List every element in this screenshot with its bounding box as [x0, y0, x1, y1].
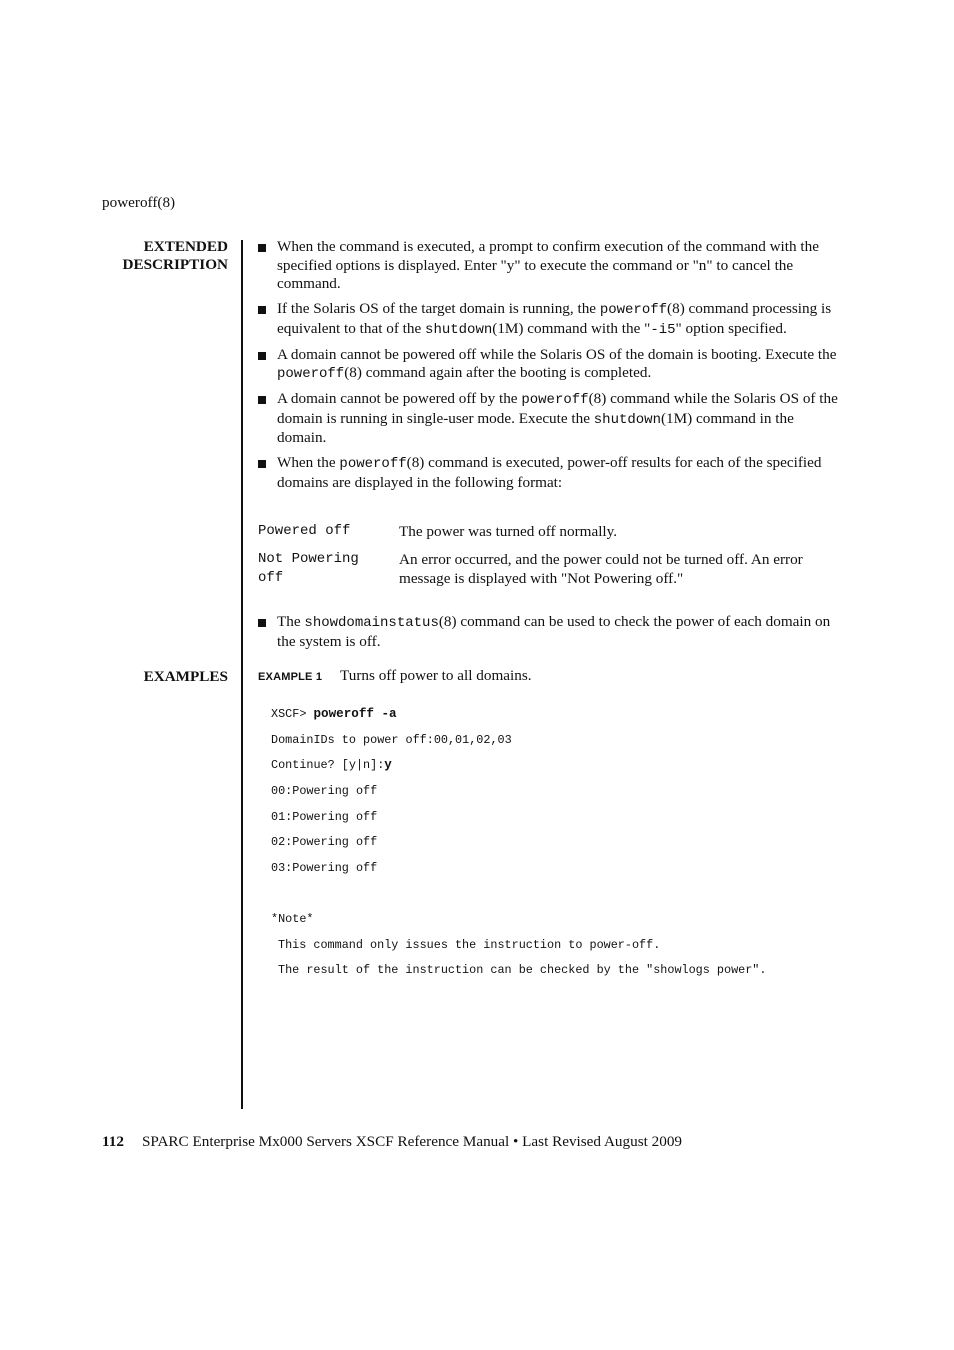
running-header: poweroff(8)	[102, 194, 176, 211]
section-heading-examples: EXAMPLES	[143, 668, 228, 685]
format-term: Powered off	[258, 523, 351, 539]
code-line: 03:Powering off	[271, 861, 378, 875]
inline-code: showdomainstatus	[304, 615, 439, 631]
example-label: EXAMPLE 1	[258, 671, 323, 683]
bullet-item	[258, 613, 838, 651]
bullet-text: (1M) command in the domain.	[277, 409, 794, 446]
description-bullet-list-continued	[258, 613, 838, 651]
bullet-text: A domain cannot be powered off while the Solaris OS of the domain is booting. Execute the	[277, 345, 837, 363]
section-heading-line: DESCRIPTION	[122, 256, 228, 273]
inline-code: -i5	[650, 321, 676, 338]
inline-code: shutdown	[593, 411, 661, 428]
bullet-item	[258, 454, 838, 492]
inline-code: poweroff	[277, 366, 345, 382]
bullet-text: (8) command while the Solaris OS of the domain is running in single-user mode. Execute the	[277, 390, 838, 427]
inline-code: poweroff	[599, 302, 668, 318]
format-description: The power was turned off normally.	[399, 523, 618, 540]
bullet-text: A domain cannot be powered off by the	[277, 390, 522, 407]
footer-text: SPARC Enterprise Mx000 Servers XSCF Reference Manual • Last Revised August 2009	[141, 1133, 683, 1150]
square-bullet-icon	[258, 244, 266, 252]
code-line-note: The result of the instruction can be checked by the "showlogs power".	[278, 963, 767, 977]
code-command: poweroff -a	[313, 707, 397, 721]
square-bullet-icon	[258, 460, 266, 468]
bullet-text: If the Solaris OS of the target domain is running, the	[277, 300, 600, 317]
page-number: 112	[102, 1133, 124, 1150]
bullet-item	[258, 346, 838, 384]
format-term: Not Powering off	[258, 551, 359, 586]
code-line: 00:Powering off	[271, 784, 378, 798]
code-line-command	[271, 706, 397, 722]
square-bullet-icon	[258, 619, 266, 627]
square-bullet-icon	[258, 306, 266, 314]
description-bullet-list	[258, 238, 838, 492]
example-caption	[258, 667, 838, 687]
example-caption-text: Turns off power to all domains.	[340, 667, 532, 684]
bullet-text: (8) command processing is equivalent to that of the	[277, 300, 832, 337]
code-prompt: XSCF>	[271, 707, 314, 721]
section-heading-line: EXTENDED	[143, 238, 228, 255]
format-description: An error occurred, and the power could not be turned off. An error message is displayed with "Not Powering off."	[399, 551, 803, 587]
bullet-text: (8) command is executed, power-off results for each of the specified domains are displayed in the following format:	[277, 454, 822, 491]
inline-code: shutdown	[425, 321, 493, 338]
bullet-item	[258, 390, 838, 448]
square-bullet-icon	[258, 352, 266, 360]
code-continue-prompt: Continue? [y|n]:	[271, 758, 385, 772]
bullet-text: (1M) command with the "	[492, 319, 651, 337]
code-line-note: This command only issues the instruction to power-off.	[278, 938, 661, 952]
code-line: 01:Powering off	[271, 810, 378, 824]
bullet-text: " option specified.	[675, 319, 787, 337]
code-line: 02:Powering off	[271, 835, 378, 849]
bullet-text: (8) command again after the booting is completed.	[344, 364, 652, 381]
page-footer	[102, 1133, 682, 1152]
bullet-item	[258, 300, 838, 339]
code-continue-answer: y	[384, 758, 392, 772]
section-heading-extended-description	[100, 238, 228, 274]
bullet-text: (8) command can be used to check the power of each domain on the system is off.	[277, 613, 831, 650]
bullet-item	[258, 238, 838, 294]
margin-rule	[241, 240, 243, 1109]
bullet-text: The	[277, 613, 305, 630]
code-line-continue	[271, 757, 392, 773]
square-bullet-icon	[258, 396, 266, 404]
inline-code: poweroff	[339, 456, 407, 472]
bullet-text: When the command is executed, a prompt to confirm execution of the command with the specified options is displayed. Enter "y" to execute the command or "n" to cancel the command.	[277, 238, 819, 292]
code-line: DomainIDs to power off:00,01,02,03	[271, 733, 512, 747]
bullet-text: When the	[277, 454, 340, 471]
code-line-note-title: *Note*	[271, 912, 314, 926]
inline-code: poweroff	[521, 392, 589, 408]
